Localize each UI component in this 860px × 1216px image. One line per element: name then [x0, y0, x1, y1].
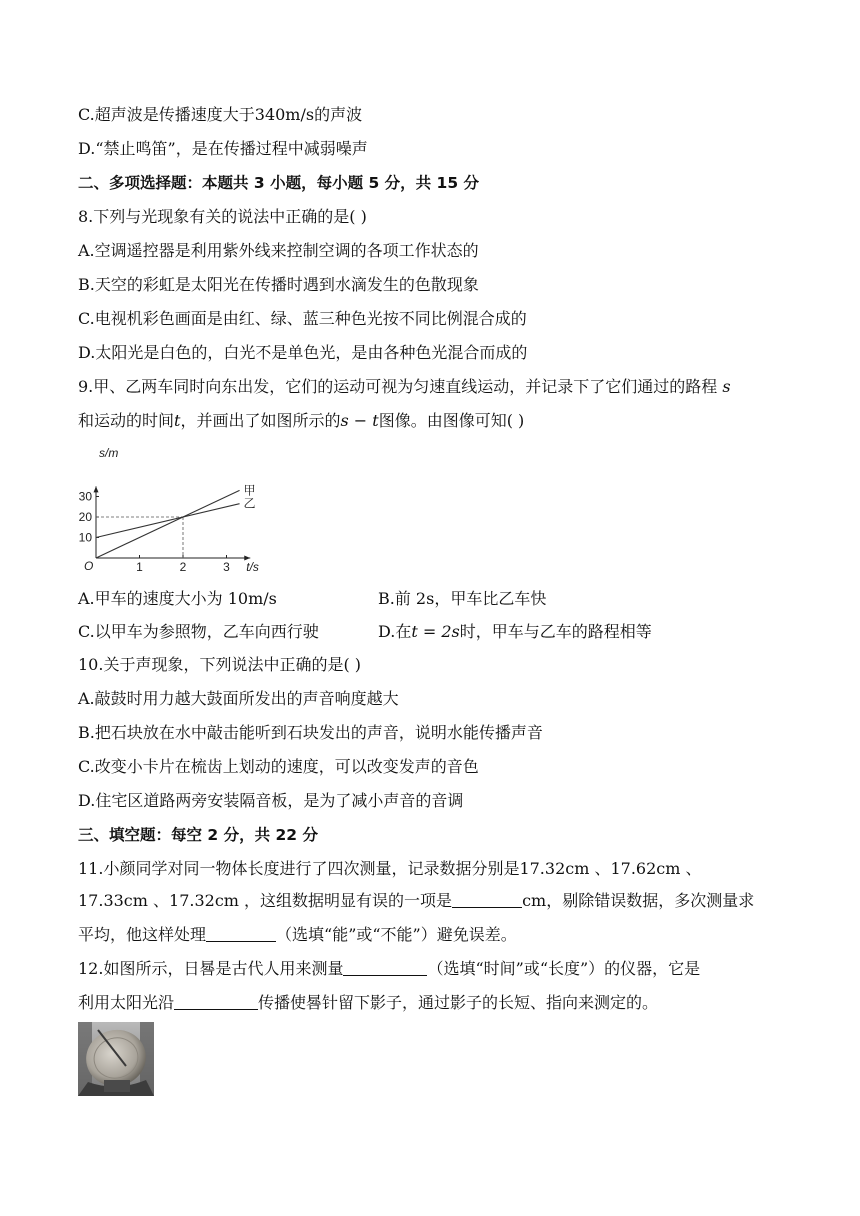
question-12-line-1	[78, 958, 700, 980]
question-8: 8.下列与光现象有关的说法中正确的是( )	[78, 207, 367, 226]
question-9-option-d	[378, 621, 652, 643]
graph-axes	[94, 486, 251, 560]
question-8-option-b: B.天空的彩虹是太阳光在传播时遇到水滴发生的色散现象	[78, 275, 479, 294]
question-10-option-a: A.敲鼓时用力越大鼓面所发出的声音响度越大	[78, 689, 399, 708]
x-tick-label: 2	[179, 560, 187, 574]
x-tick-label: 3	[223, 560, 230, 574]
section-3-heading: 三、填空题：每空 2 分，共 22 分	[78, 826, 318, 844]
question-11-text-2b: cm，剔除错误数据，多次测量求	[522, 891, 755, 910]
answer-blank-12-1[interactable]	[343, 959, 427, 976]
question-12-text-2a: 利用太阳光沿	[78, 993, 175, 1012]
question-12-text-1a: 12.如图所示，日晷是古代人用来测量	[78, 959, 344, 978]
graph-series	[96, 490, 240, 558]
variable-t: t	[174, 411, 181, 430]
question-10-option-b: B.把石块放在水中敲击能听到石块发出的声音，说明水能传播声音	[78, 723, 543, 742]
question-9-text-2a: 和运动的时间	[78, 411, 175, 430]
question-9-text: 9.甲、乙两车同时向东出发，它们的运动可视为匀速直线运动，并记录下了它们通过的路程	[78, 377, 718, 396]
question-10-option-d: D.住宅区道路两旁安装隔音板，是为了减小声音的音调	[78, 791, 464, 810]
graph-labels	[79, 448, 259, 574]
y-tick-label: 10	[78, 530, 92, 545]
question-9-text-2c: ，并画出了如图所示的	[180, 411, 341, 430]
s-t-graph	[78, 448, 278, 578]
variable-s-t: s − t	[340, 411, 379, 430]
y-axis-label: s/m	[99, 448, 119, 460]
answer-blank-12-2[interactable]	[174, 993, 258, 1010]
x-axis-label: t/s	[246, 560, 259, 574]
series-line-2	[96, 504, 240, 538]
question-10-option-c: C.改变小卡片在梳齿上划动的速度，可以改变发声的音色	[78, 757, 479, 776]
question-9-text-2e: 图像。由图像可知( )	[378, 411, 525, 430]
question-11-text-3b: （选填“能”或“不能”）避免误差。	[276, 925, 517, 944]
option-c-prev: C.超声波是传播速度大于340m/s的声波	[78, 105, 363, 124]
option-d-suffix: 时，甲车与乙车的路程相等	[459, 622, 652, 641]
variable-s: s	[722, 377, 731, 396]
question-11-text-2a: 17.33cm 、17.32cm ，这组数据明显有误的一项是	[78, 891, 453, 910]
question-8-option-d: D.太阳光是白色的，白光不是单色光，是由各种色光混合而成的	[78, 343, 528, 362]
option-d-prev: D.“禁止鸣笛”，是在传播过程中减弱噪声	[78, 139, 368, 158]
question-11-text-3a: 平均，他这样处理	[78, 925, 207, 944]
question-8-option-c: C.电视机彩色画面是由红、绿、蓝三种色光按不同比例混合成的	[78, 309, 527, 328]
question-11-line-1: 11.小颜同学对同一物体长度进行了四次测量，记录数据分别是17.32cm 、17.62cm 、	[78, 859, 702, 878]
question-11-line-3	[78, 924, 517, 946]
series-label-1: 甲	[243, 483, 256, 498]
question-12-text-1b: （选填“时间”或“长度”）的仪器，它是	[427, 959, 701, 978]
series-line-1	[96, 490, 240, 558]
question-11-line-2	[78, 890, 754, 912]
question-12-line-2	[78, 992, 658, 1014]
question-10: 10.关于声现象，下列说法中正确的是( )	[78, 655, 362, 674]
y-tick-label: 30	[78, 489, 92, 504]
answer-blank-11-1[interactable]	[452, 891, 522, 908]
question-8-option-a: A.空调遥控器是利用紫外线来控制空调的各项工作状态的	[78, 241, 479, 260]
question-9-option-a: A.甲车的速度大小为 10m/s	[78, 589, 277, 608]
x-tick-label: 1	[136, 560, 143, 574]
origin-label: O	[84, 559, 94, 573]
question-9-option-b: B.前 2s，甲车比乙车快	[378, 589, 547, 608]
series-label-2: 乙	[243, 496, 256, 511]
sundial-photo	[78, 1022, 154, 1096]
question-9-line-2	[78, 410, 524, 432]
option-d-prefix: D.在	[378, 622, 412, 641]
option-d-formula: t = 2s	[411, 622, 460, 641]
y-axis-arrow	[94, 486, 99, 492]
section-2-heading: 二、多项选择题：本题共 3 小题，每小题 5 分，共 15 分	[78, 174, 480, 192]
answer-blank-11-2[interactable]	[206, 925, 276, 942]
question-12-text-2b: 传播使晷针留下影子，通过影子的长短、指向来测定的。	[258, 993, 659, 1012]
question-9-line-1	[78, 376, 731, 398]
y-tick-label: 20	[78, 510, 92, 524]
question-9-option-c: C.以甲车为参照物，乙车向西行驶	[78, 622, 319, 641]
